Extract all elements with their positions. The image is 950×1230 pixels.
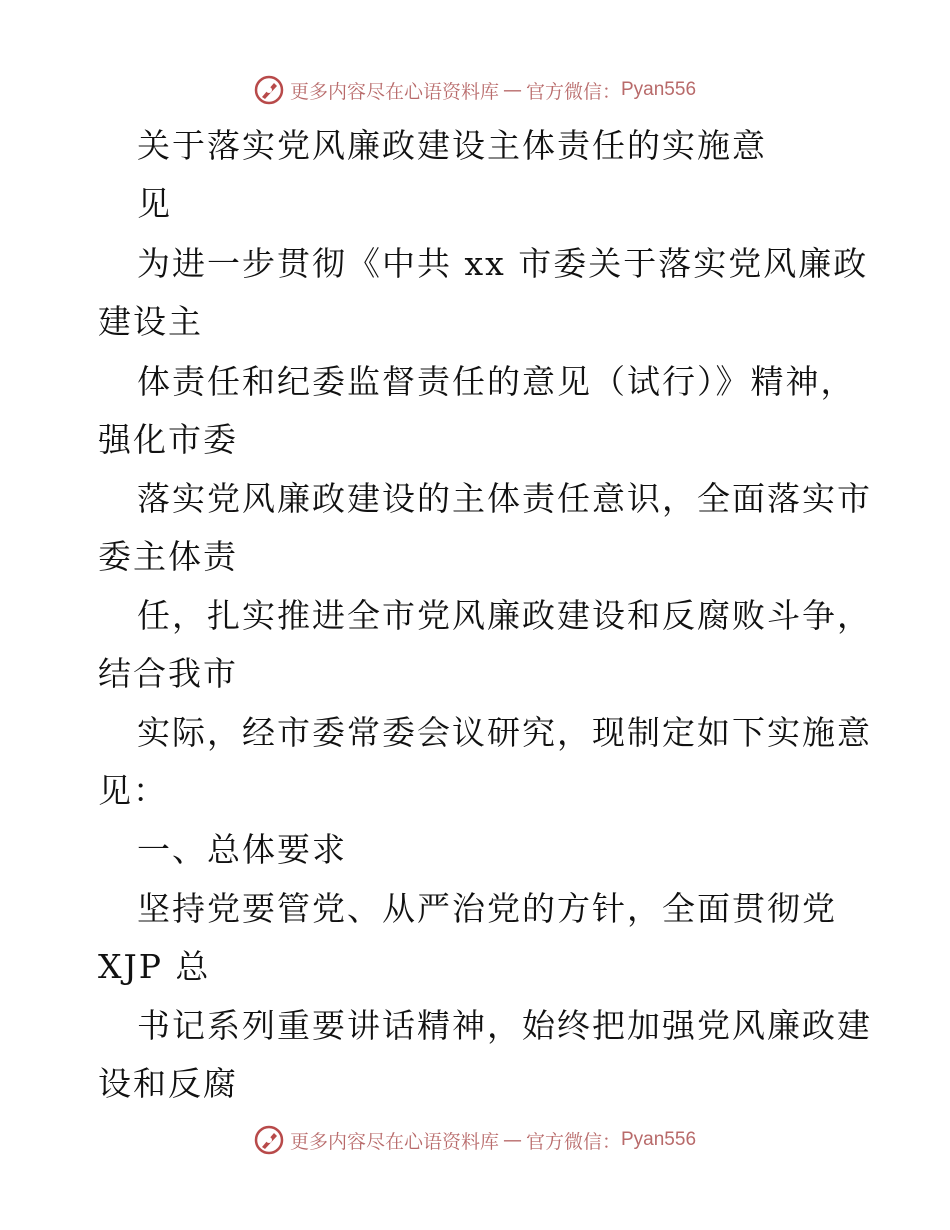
watermark-separator: — (502, 79, 522, 101)
pen-logo-icon (254, 1125, 284, 1155)
paragraph-line: 建设主 (98, 302, 203, 341)
paragraph-line: 结合我市 (98, 654, 238, 693)
paragraph-line: 设和反腐 (98, 1064, 238, 1103)
paragraph-line: 落实党风廉政建设的主体责任意识，全面落实市 (137, 479, 872, 518)
pen-logo-icon (254, 75, 284, 105)
paragraph-line: 委主体责 (98, 537, 238, 576)
watermark-text: 更多内容尽在心语资料库 (289, 80, 499, 103)
document-title-line-2: 见 (137, 184, 172, 223)
paragraph-line: XJP 总 (98, 947, 211, 986)
watermark-separator: — (502, 1129, 522, 1151)
watermark-text: 更多内容尽在心语资料库 (289, 1130, 499, 1153)
watermark-contact: 官方微信： (525, 80, 621, 103)
watermark-header (0, 70, 950, 110)
paragraph-line: 任，扎实推进全市党风廉政建设和反腐败斗争， (137, 596, 872, 635)
paragraph-line: 为进一步贯彻《中共 xx 市委关于落实党风廉政 (137, 244, 869, 283)
watermark-contact: 官方微信： (525, 1130, 621, 1153)
watermark-id: Pyan556 (621, 1129, 697, 1150)
watermark-id: Pyan556 (621, 79, 697, 100)
paragraph-line: 实际，经市委常委会议研究，现制定如下实施意 (137, 713, 872, 752)
paragraph-line: 坚持党要管党、从严治党的方针，全面贯彻党 (137, 889, 837, 928)
section-heading: 一、总体要求 (137, 830, 347, 869)
watermark-footer (0, 1120, 950, 1160)
paragraph-line: 强化市委 (98, 420, 238, 459)
paragraph-line: 见： (98, 771, 168, 810)
paragraph-line: 体责任和纪委监督责任的意见（试行）》精神， (137, 362, 856, 401)
paragraph-line: 书记系列重要讲话精神，始终把加强党风廉政建 (137, 1006, 872, 1045)
document-title-line-1: 关于落实党风廉政建设主体责任的实施意 (137, 126, 767, 165)
